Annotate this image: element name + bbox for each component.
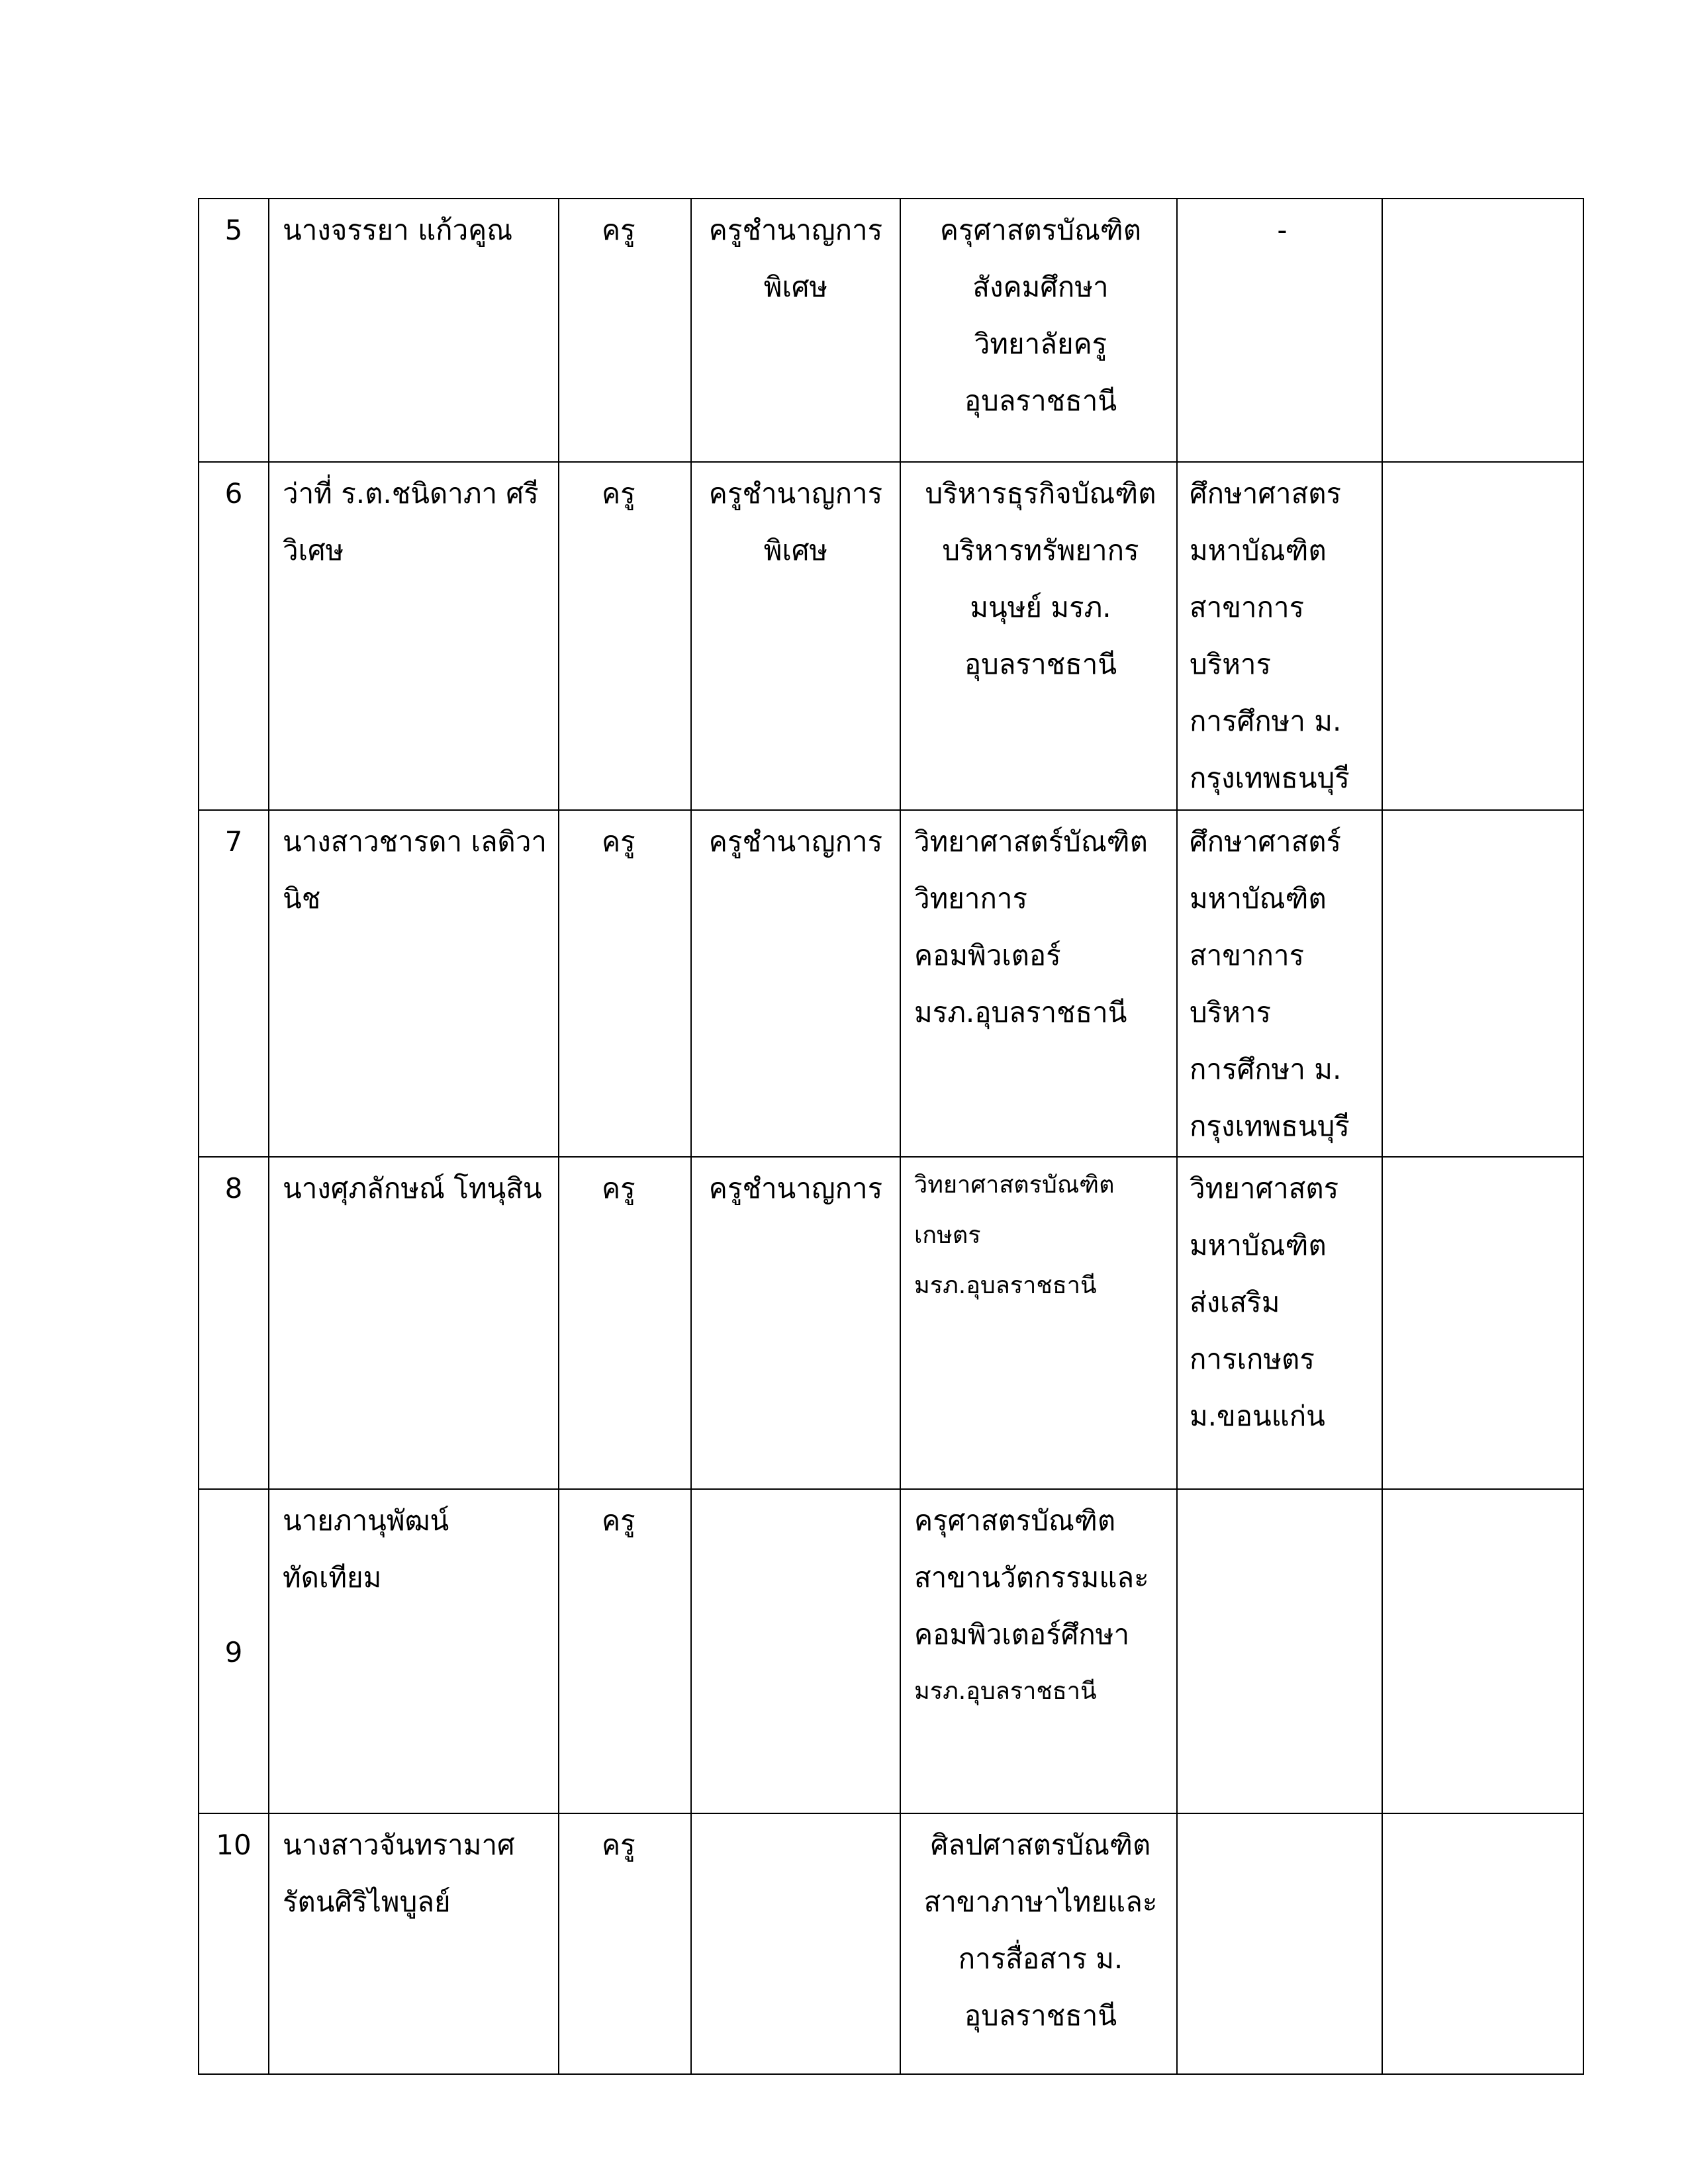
- bachelor-text: เกษตร: [914, 1222, 981, 1249]
- note-cell: [1382, 1157, 1583, 1489]
- table-row: [199, 199, 1583, 462]
- name-cell: [269, 462, 559, 810]
- position-cell: [559, 199, 691, 462]
- position-text: ครู: [602, 1829, 635, 1861]
- position-cell: [559, 1489, 691, 1813]
- bachelor-text: วิทยาศาสตร์บัณฑิต: [914, 825, 1148, 858]
- bachelor-text: มรภ.อุบลราชธานี: [914, 1272, 1097, 1299]
- bachelor-degree-cell: [900, 462, 1177, 810]
- rank-cell: [691, 1157, 900, 1489]
- position-cell: [559, 810, 691, 1157]
- table-row: [199, 1489, 1583, 1813]
- bachelor-degree-cell: [900, 1157, 1177, 1489]
- bachelor-degree-cell: [900, 199, 1177, 462]
- bachelor-text: มรภ.อุบลราชธานี: [914, 996, 1127, 1028]
- name-cell: [269, 1813, 559, 2074]
- name-text: นางสาวชารดา เลดิวา: [283, 825, 547, 858]
- bachelor-text: คอมพิวเตอร์: [914, 939, 1061, 972]
- bachelor-text: สาขานวัตกรรมและ: [914, 1561, 1149, 1594]
- bachelor-text: สังคมศึกษา: [972, 271, 1109, 303]
- note-cell: [1382, 199, 1583, 462]
- name-cell: [269, 1489, 559, 1813]
- bachelor-text: วิทยาการ: [914, 882, 1028, 915]
- name-text: วิเศษ: [283, 534, 344, 567]
- staff-qualification-table: [198, 198, 1584, 2075]
- master-text: -: [1277, 214, 1288, 246]
- name-text: ทัดเทียม: [283, 1561, 382, 1594]
- master-text: กรุงเทพธนบุรี: [1190, 762, 1350, 794]
- bachelor-text: วิทยาลัยครู: [974, 328, 1107, 360]
- bachelor-degree-cell: [900, 1489, 1177, 1813]
- name-text: นายภานุพัฒน์: [283, 1504, 449, 1537]
- position-text: ครู: [602, 214, 635, 246]
- bachelor-text: อุบลราชธานี: [964, 385, 1117, 417]
- position-text: ครู: [602, 477, 635, 510]
- rank-cell: [691, 1489, 900, 1813]
- note-cell: [1382, 462, 1583, 810]
- rank-text: พิเศษ: [763, 271, 828, 303]
- row-number-cell: [199, 810, 269, 1157]
- position-cell: [559, 462, 691, 810]
- bachelor-text: มนุษย์ มรภ.: [970, 591, 1111, 623]
- rank-text: พิเศษ: [763, 534, 828, 567]
- master-text: ศึกษาศาสตร: [1190, 477, 1342, 510]
- master-text: มหาบัณฑิต: [1190, 534, 1327, 567]
- master-degree-cell: [1177, 1813, 1382, 2074]
- master-text: การศึกษา ม.: [1190, 1053, 1342, 1085]
- bachelor-text: ครุศาสตรบัณฑิต: [914, 1504, 1116, 1537]
- rank-text: ครูชำนาญการ: [708, 825, 883, 858]
- row-number: 5: [224, 214, 243, 246]
- name-text: นางศุภลักษณ์ โทนุสิน: [283, 1172, 542, 1205]
- position-cell: [559, 1157, 691, 1489]
- master-text: สาขาการ: [1190, 939, 1305, 972]
- name-cell: [269, 1157, 559, 1489]
- master-text: มหาบัณฑิต: [1190, 882, 1327, 915]
- master-text: ศึกษาศาสตร์: [1190, 825, 1342, 858]
- master-text: ส่งเสริม: [1190, 1286, 1280, 1318]
- master-degree-cell: [1177, 1157, 1382, 1489]
- bachelor-text: บริหารธุรกิจบัณฑิต: [925, 477, 1156, 510]
- master-text: วิทยาศาสตร: [1190, 1172, 1339, 1205]
- name-cell: [269, 199, 559, 462]
- note-cell: [1382, 810, 1583, 1157]
- master-text: ม.ขอนแก่น: [1190, 1400, 1325, 1432]
- master-text: การศึกษา ม.: [1190, 705, 1342, 737]
- rank-cell: [691, 199, 900, 462]
- rank-cell: [691, 1813, 900, 2074]
- note-cell: [1382, 1813, 1583, 2074]
- rank-cell: [691, 462, 900, 810]
- note-cell: [1382, 1489, 1583, 1813]
- bachelor-text: ศิลปศาสตรบัณฑิต: [930, 1829, 1151, 1861]
- rank-cell: [691, 810, 900, 1157]
- bachelor-text: สาขาภาษาไทยและ: [923, 1886, 1158, 1918]
- name-text: รัตนศิริไพบูลย์: [283, 1886, 451, 1918]
- position-text: ครู: [602, 1172, 635, 1205]
- position-text: ครู: [602, 825, 635, 858]
- row-number: 8: [224, 1172, 243, 1205]
- table-row: [199, 462, 1583, 810]
- row-number-cell: [199, 1813, 269, 2074]
- row-number: 9: [224, 1636, 243, 1668]
- bachelor-text: อุบลราชธานี: [964, 648, 1117, 680]
- name-text: นิช: [283, 882, 321, 915]
- master-text: การเกษตร: [1190, 1343, 1315, 1375]
- bachelor-text: มรภ.อุบลราชธานี: [914, 1678, 1097, 1705]
- rank-text: ครูชำนาญการ: [708, 214, 883, 246]
- bachelor-text: บริหารทรัพยากร: [942, 534, 1139, 567]
- row-number: 7: [224, 825, 243, 858]
- bachelor-text: อุบลราชธานี: [964, 1999, 1117, 2032]
- master-degree-cell: [1177, 810, 1382, 1157]
- row-number-cell: [199, 199, 269, 462]
- rank-text: ครูชำนาญการ: [708, 1172, 883, 1205]
- name-text: นางจรรยา แก้วคูณ: [283, 214, 513, 246]
- master-text: มหาบัณฑิต: [1190, 1229, 1327, 1261]
- name-text: นางสาวจันทรามาศ: [283, 1829, 515, 1861]
- bachelor-degree-cell: [900, 1813, 1177, 2074]
- bachelor-degree-cell: [900, 810, 1177, 1157]
- master-degree-cell: [1177, 462, 1382, 810]
- master-text: สาขาการ: [1190, 591, 1305, 623]
- table-row: [199, 1157, 1583, 1489]
- master-text: บริหาร: [1190, 648, 1272, 680]
- master-degree-cell: [1177, 1489, 1382, 1813]
- name-text: ว่าที่ ร.ต.ชนิดาภา ศรี: [283, 477, 539, 510]
- master-degree-cell: [1177, 199, 1382, 462]
- rank-text: ครูชำนาญการ: [708, 477, 883, 510]
- row-number-cell: [199, 1489, 269, 1813]
- bachelor-text: ครุศาสตรบัณฑิต: [939, 214, 1142, 246]
- table-row: [199, 1813, 1583, 2074]
- position-cell: [559, 1813, 691, 2074]
- bachelor-text: การสื่อสาร ม.: [958, 1942, 1123, 1975]
- master-text: กรุงเทพธนบุรี: [1190, 1110, 1350, 1142]
- master-text: บริหาร: [1190, 996, 1272, 1028]
- name-cell: [269, 810, 559, 1157]
- position-text: ครู: [602, 1504, 635, 1537]
- row-number: 10: [216, 1829, 252, 1861]
- row-number: 6: [224, 477, 243, 510]
- table-row: [199, 810, 1583, 1157]
- bachelor-text: วิทยาศาสตรบัณฑิต: [914, 1171, 1115, 1199]
- row-number-cell: [199, 462, 269, 810]
- bachelor-text: คอมพิวเตอร์ศึกษา: [914, 1618, 1130, 1651]
- row-number-cell: [199, 1157, 269, 1489]
